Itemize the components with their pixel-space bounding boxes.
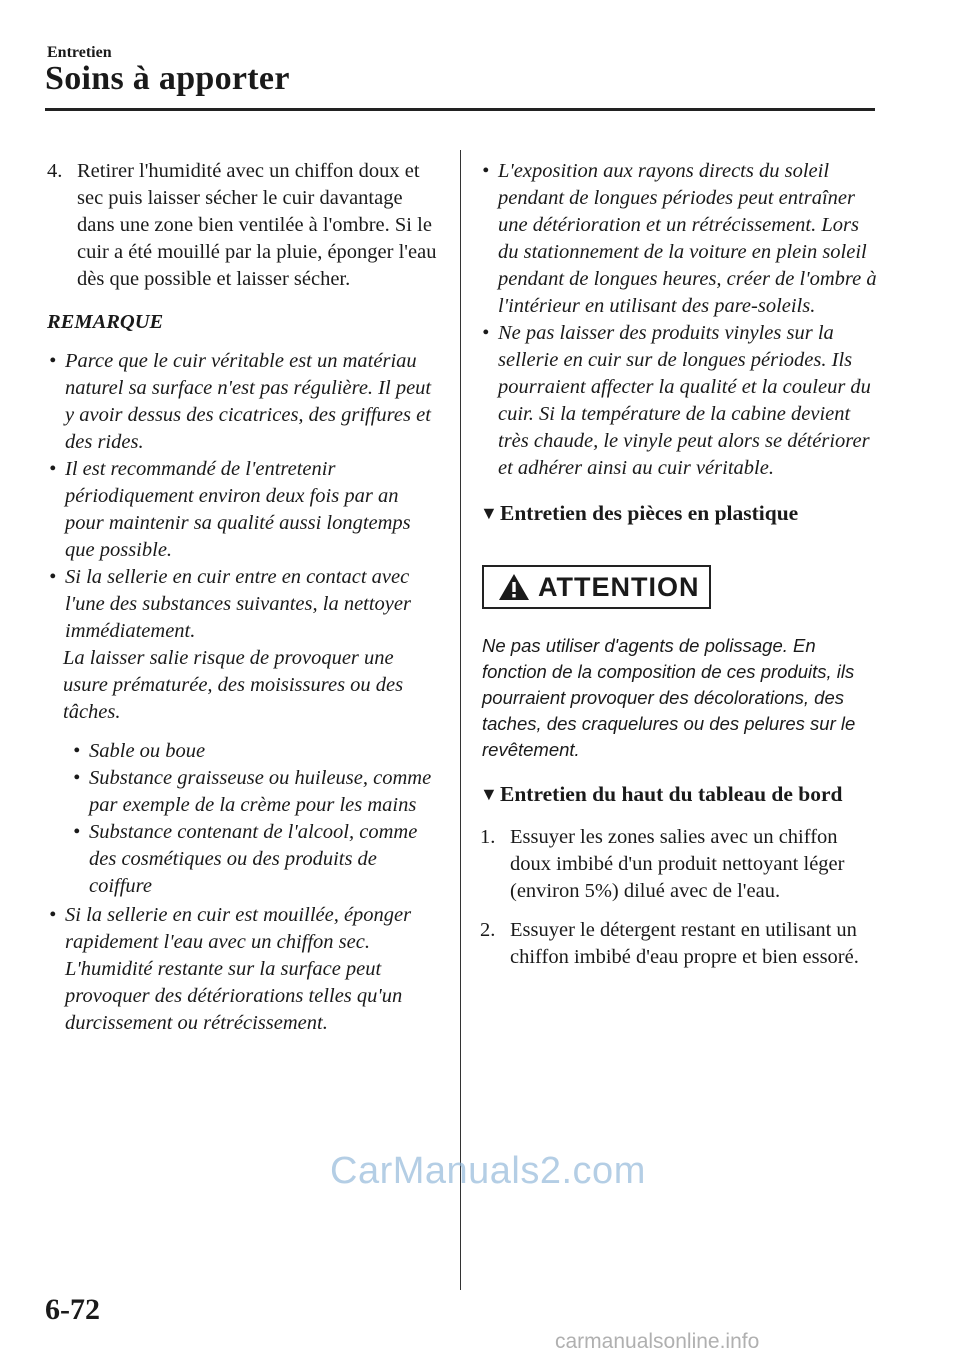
bullet-icon: •: [73, 767, 81, 789]
bullet-icon: •: [482, 160, 490, 182]
watermark: CarManuals2.com: [330, 1150, 646, 1192]
sub-bullet-text: Substance contenant de l'alcool, comme des cosmétiques ou des produits de coiffure: [89, 821, 418, 897]
step-2: [480, 917, 880, 971]
sub-bullet-text: Sable ou boue: [89, 740, 206, 762]
step-text: Essuyer les zones salies avec un chiffon doux imbibé d'un produit nettoyant léger (environ 5%) dilué avec de l'eau.: [510, 826, 845, 902]
note-bullet: [480, 158, 880, 320]
bullet-icon: •: [49, 904, 57, 926]
step-number: 1.: [480, 826, 496, 848]
sub-bullet: [71, 738, 442, 765]
note-bullet: [47, 456, 442, 564]
heading-text: Entretien du haut du tableau de bord: [500, 782, 843, 806]
page-title: Soins à apporter: [45, 60, 290, 97]
step-number: 2.: [480, 919, 496, 941]
note-bullet: [47, 348, 442, 456]
header-rule: [45, 108, 875, 111]
bullet-text: Ne pas laisser des produits vinyles sur la sellerie en cuir sur de longues périodes. Ils pourraient affecter la qualité et la couleur du cuir. Si la température de la cabine devient très chaude, le vinyle peut alors se détériorer et adhérer ainsi au cuir véritable.: [498, 322, 871, 479]
triangle-down-icon: ▼: [480, 503, 498, 523]
step-number: 4.: [47, 160, 63, 182]
bullet-icon: •: [482, 322, 490, 344]
attention-text: Ne pas utiliser d'agents de polissage. En fonction de la composition de ces produits, ils pourraient provoquer des décolorations, des taches, des craquelures ou des pelures sur le revêtement.: [482, 635, 856, 760]
right-column: [480, 158, 880, 983]
column-divider: [460, 150, 461, 1290]
bullet-icon: •: [73, 821, 81, 843]
sub-bullet: [71, 765, 442, 819]
note-bullet: [47, 564, 442, 645]
page-number: 6-72: [45, 1293, 100, 1326]
bullet-continuation: La laisser salie risque de provoquer une usure prématurée, des moisissures ou des tâches.: [63, 647, 404, 723]
section-label: Entretien: [47, 44, 112, 61]
step-text: Essuyer le détergent restant en utilisant un chiffon imbibé d'eau propre et bien essoré.: [510, 919, 859, 968]
bullet-text: Si la sellerie en cuir est mouillée, éponger rapidement l'eau avec un chiffon sec. L'humidité restante sur la surface peut provoquer des détériorations telles qu'un durcissement ou rétrécissement.: [65, 904, 412, 1034]
heading-plastic: [480, 500, 880, 527]
bullet-text: Si la sellerie en cuir entre en contact avec l'une des substances suivantes, la nettoyer immédiatement.: [65, 566, 411, 642]
bullet-text: Parce que le cuir véritable est un matériau naturel sa surface n'est pas régulière. Il peut y avoir dessus des cicatrices, des griffures et des rides.: [65, 350, 432, 453]
attention-box: [482, 565, 711, 609]
step-text: Retirer l'humidité avec un chiffon doux et sec puis laisser sécher le cuir davantage dans une zone bien ventilée à l'ombre. Si le cuir a été mouillé par la pluie, éponger l'eau dès que possible et laisser sécher.: [77, 160, 437, 290]
substance-list: [47, 738, 442, 900]
bullet-icon: •: [49, 566, 57, 588]
sub-bullet: [71, 819, 442, 900]
bullet-text: Il est recommandé de l'entretenir périodiquement environ deux fois par an pour maintenir sa qualité aussi longtemps que possible.: [65, 458, 411, 561]
sub-bullet-text: Substance graisseuse ou huileuse, comme par exemple de la crème pour les mains: [89, 767, 432, 816]
bullet-text: L'exposition aux rayons directs du soleil pendant de longues périodes peut entraîner une détérioration et un rétrécissement. Lors du stationnement de la voiture en plein soleil pendant de longues heures, créer de l'ombre à l'intérieur en utilisant des pare-soleils.: [498, 160, 877, 317]
left-column: [47, 158, 442, 1037]
triangle-down-icon: ▼: [480, 784, 498, 804]
bullet-icon: •: [49, 458, 57, 480]
note-bullet: [480, 320, 880, 482]
bullet-icon: •: [49, 350, 57, 372]
note-bullet: [47, 902, 442, 1037]
footer-url: carmanualsonline.info: [555, 1330, 760, 1353]
warning-icon: [498, 573, 530, 601]
note-heading: REMARQUE: [47, 311, 164, 333]
bullet-icon: •: [73, 740, 81, 762]
attention-label: ATTENTION: [538, 571, 700, 602]
step-4: [47, 158, 442, 293]
step-1: [480, 824, 880, 905]
heading-text: Entretien des pièces en plastique: [500, 501, 799, 525]
heading-dashboard: [480, 781, 880, 808]
